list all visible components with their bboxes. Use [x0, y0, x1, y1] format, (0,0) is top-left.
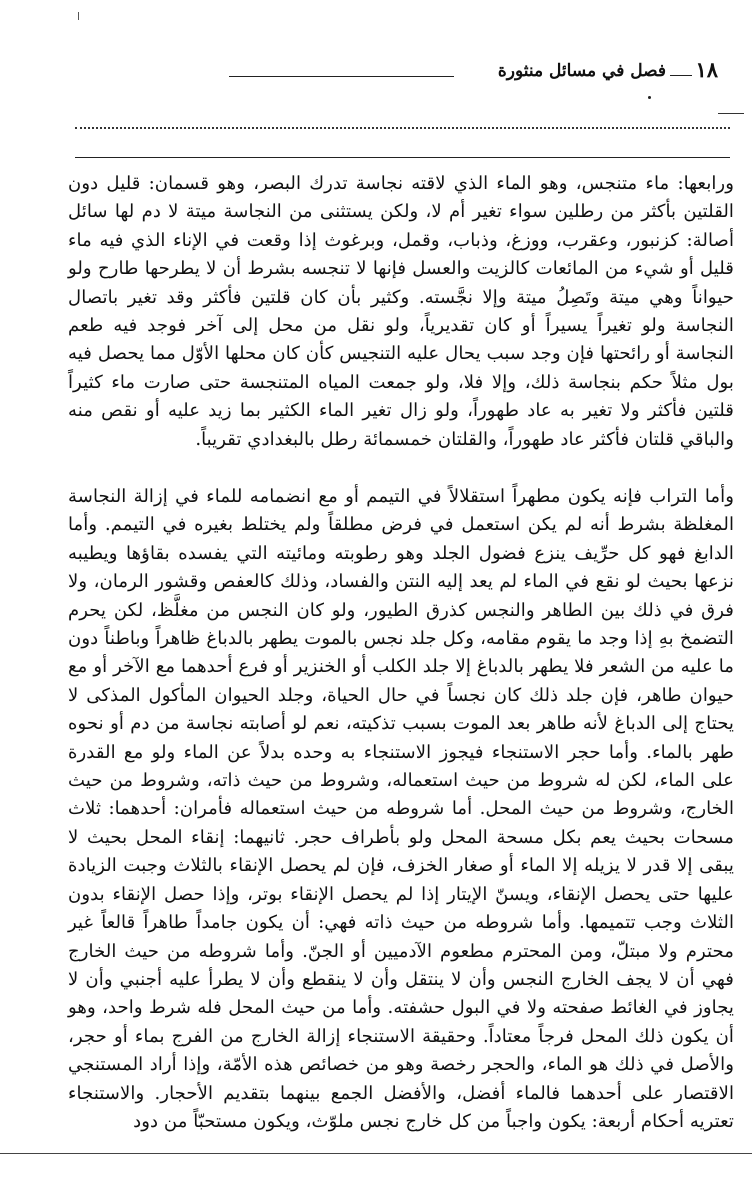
paragraph-2: وأما التراب فإنه يكون مطهراً استقلالاً في التيمم أو مع انضمامه للماء في إزالة النجاسة المغلظة بشرط أنه لم يكن استعمل في فرض مطلقاً ولم يختلط بغيره في التيمم. وأما الدابغ فهو كل حرِّيف ينزع فضول الجلد وهو رطوبته ومائيته التي يفسده بقاؤها ويطيبه نزعها بحيث لو نقع في الماء لم يعد إليه النتن والفساد، وذلك كالعفص وقشور الرمان، ولا فرق في ذلك بين الطاهر والنجس كذرق الطيور، ولو كان النجس من مغلَّظ، لكن يحرم التضمخ بهِ إذا وجد ما يقوم مقامه، وكل جلد نجس بالموت يطهر بالدباغ ظاهراً وباطناً دون ما عليه من الشعر فلا يطهر بالدباغ إلا جلد الكلب أو الخنزير أو فرع أحدهما مع الآخر أو مع حيوان طاهر، فإن جلد ذلك كان نجساً في حال الحياة، وجلد الحيوان المأكول المذكى لا يحتاج إلى الدباغ لأنه طاهر بعد الموت بسبب تذكيته، نعم لو أصابته نجاسة من دم أو نحوه طهر بالماء. وأما حجر الاستنجاء فيجوز الاستنجاء به وحده بدلاً عن الماء ولو مع القدرة على الماء، لكن له شروط من حيث استعماله، وشروط من حيث ذاته، وشروط من حيث الخارج، وشروط من حيث المحل. أما شروطه من حيث استعماله فأمران: أحدهما: ثلاث مسحات بحيث يعم بكل مسحة المحل ولو بأطراف حجر. ثانيهما: إنقاء المحل بحيث لا يبقى إلا قدر لا يزيله إلا الماء أو صغار الخزف، فإن لم يحصل الإنقاء بالثلاث وجبت الزيادة عليها حتى يحصل الإنقاء، ويسنّ الإيتار إذا لم يحصل الإنقاء بوتر، وإذا حصل الإنقاء بدون الثلاث وجب تتميمها. وأما شروطه من حيث ذاته فهي: أن يكون جامداً طاهراً قالعاً غير محترم ولا مبتلّ، ومن المحترم مطعوم الآدميين أو الجنّ. وأما شروطه من حيث الخارج فهي أن لا يجف الخارج النجس وأن لا ينتقل وأن لا ينقطع وأن لا يطرأ عليه أجنبي وأن لا يجاوز في الغائط صفحته ولا في البول حشفته. وأما من حيث المحل فله شرط واحد، وهو أن يكون ذلك المحل فرجاً معتاداً. وحقيقة الاستنجاء إزالة الخارج من الفرج بماء أو حجر، والأصل في ذلك هو الماء، والحجر رخصة وهو من خصائص هذه الأمّة، وإذا أراد المستنجي الاقتصار على أحدهما فالماء أفضل، والأفضل الجمع بينهما بتقديم الأحجار. والاستنجاء تعتريه أحكام أربعة: يكون واجباً من كل خارج نجس ملوّث، ويكون مستحبّاً من دود [68, 486, 734, 1132]
stray-mark [78, 12, 79, 20]
page-number: ١٨ [695, 57, 718, 82]
header-rule-segment [670, 75, 692, 76]
page-bottom-edge [0, 1153, 752, 1154]
dotted-separator [75, 127, 730, 129]
speck [648, 96, 651, 99]
running-title: فصل في مسائل منثورة [497, 61, 666, 81]
paragraph-1: ورابعها: ماء متنجس، وهو الماء الذي لاقته نجاسة تدرك البصر، وهو قسمان: قليل دون القلتين بأكثر من رطلين سواء تغير أم لا، ولكن يستثنى من النجاسة ميتة لا دم لها سائل أصالة: كزنبور، وعقرب، ووزغ، وذباب، وقمل، وبرغوث إذا وقعت في الإناء الذي فيه ماء قليل أو شيء من المائعات كالزيت والعسل فإنها لا تنجسه بشرط أن لا يطرحها طارح ولو حيواناً وهي ميتة وتَصِلُ ميتة وإلا نجَّسته. وكثير بأن كان قلتين فأكثر وقد تغير باتصال النجاسة ولو تغيراً يسيراً أو كان تقديرياً، ولو نقل من محل إلى آخر فوجد فيه طعم النجاسة أو رائحتها فإن وجد سبب يحال عليه التنجيس كأن كان محلها الأوّل مما يحصل فيه بول مثلاً حكم بنجاسة ذلك، وإلا فلا، ولو جمعت المياه المتنجسة حتى صارت ماء كثيراً قلتين فأكثر ولا تغير به عاد طهوراً، ولو زال تغير الماء الكثير بما زيد عليه أو نقص منه والباقي قلتان فأكثر عاد طهوراً، والقلتان خمسمائة رطل بالبغدادي تقريباً. [68, 173, 734, 450]
margin-mark [718, 113, 744, 114]
header-separator-line [75, 157, 730, 158]
header-rule [229, 76, 454, 77]
